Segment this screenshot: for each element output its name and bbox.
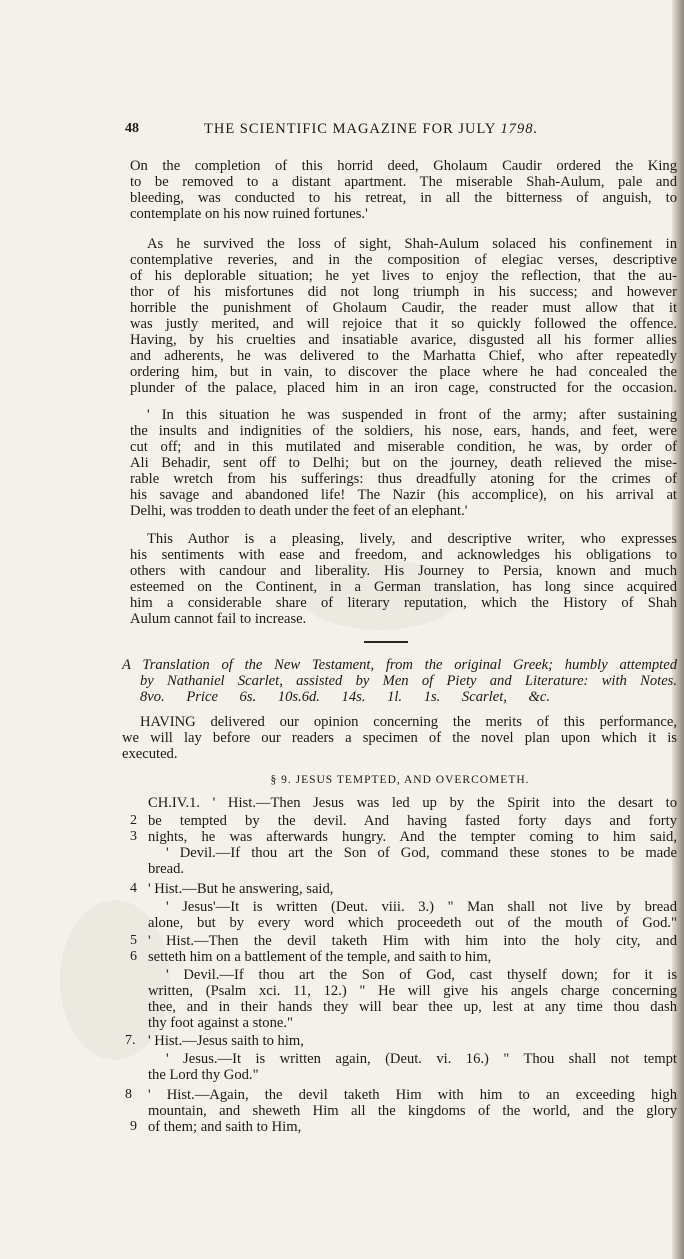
body-line: thor of his misfortunes did not long triumph in his success; and however [130,284,677,300]
body-line: and adherents, he was delivered to the Marhatta Chief, who after repeatedly [130,348,677,364]
section-heading: § 9. JESUS TEMPTED, AND OVERCOMETH. [270,774,530,786]
scripture-line: thy foot against a stone." [148,1015,293,1031]
page-number: 48 [125,121,139,136]
body-line: This Author is a pleasing, lively, and descriptive writer, who expresses [147,531,677,547]
review-title-line: 8vo. Price 6s. 10s.6d. 14s. 1l. 1s. Scarlet, &c. [140,689,550,705]
body-line: to be removed to a distant apartment. The miserable Shah-Aulum, pale and [130,174,677,190]
running-title-year: 1798. [500,121,539,137]
body-line: his sentiments with ease and freedom, and acknowledges his obligations to [130,547,677,563]
review-intro-line: we will lay before our readers a specimen of the novel plan upon which it is [122,730,677,746]
running-title: THE SCIENTIFIC MAGAZINE FOR JULY 1798. [204,121,539,137]
scripture-line: mountain, and sheweth Him all the kingdoms of the world, and the glory [148,1103,677,1119]
scripture-line: of them; and saith to Him, [148,1119,302,1135]
body-line: Delhi, was trodden to death under the feet of an elephant.' [130,503,468,519]
body-line: rable wretch from his sufferings: thus dreadfully atoning for the crimes of [130,471,677,487]
body-line: contemplate on his now ruined fortunes.' [130,206,368,222]
verse-number: 5 [130,933,137,948]
scripture-line: ' Hist.—But he answering, said, [148,881,334,897]
scripture-line: alone, but by every word which proceedeth out of the mouth of God." [148,915,677,931]
scripture-line: ' Hist.—Jesus saith to him, [148,1033,304,1049]
body-line: contemplative reveries, and in the composition of elegiac verses, descriptive [130,252,677,268]
scripture-line: setteth him on a battlement of the temple, and saith to him, [148,949,492,965]
scripture-line: ' Jesus'—It is written (Deut. viii. 3.) " Man shall not live by bread [166,899,677,915]
running-header [125,121,680,141]
verse-number: 9 [130,1119,137,1134]
scripture-line: nights, he was afterwards hungry. And the tempter coming to him said, [148,829,677,845]
body-line: ordering him, but in vain, to discover the place where he had concealed the [130,364,677,380]
verse-number: 6 [130,949,137,964]
scripture-line: ' Jesus.—It is written again, (Deut. vi. 16.) " Thou shall not tempt [166,1051,677,1067]
scripture-line: thee, and in their hands they will bear thee up, lest at any time thou dash [148,999,677,1015]
scripture-line: the Lord thy God." [148,1067,259,1083]
scripture-line: ' Devil.—If thou art the Son of God, command these stones to be made [166,845,677,861]
body-line: horrible the punishment of Gholaum Caudir, the reader must allow that it [130,300,677,316]
scripture-line: CH.IV.1. ' Hist.—Then Jesus was led up by the Spirit into the desart to [148,795,677,811]
body-line: On the completion of this horrid deed, Gholaum Caudir ordered the King [130,158,677,174]
verse-number: 2 [130,813,137,828]
body-line: of his deplorable situation; he yet lives to enjoy the reflection, that the au- [130,268,677,284]
review-intro-line: executed. [122,746,178,762]
body-line: Aulum cannot fail to increase. [130,611,307,627]
review-title-line: A Translation of the New Testament, from the original Greek; humbly attempted [122,657,677,673]
verse-number: 3 [130,829,137,844]
body-line: As he survived the loss of sight, Shah-Aulum solaced his confinement in [147,236,677,252]
body-line: Having, by his cruelties and insatiable avarice, disgusted all his former allies [130,332,677,348]
body-line: esteemed on the Continent, in a German translation, has long since acquired [130,579,677,595]
scripture-line: ' Devil.—If thou art the Son of God, cast thyself down; for it is [166,967,677,983]
body-line: plunder of the palace, placed him in an iron cage, constructed for the occasion. [130,380,677,396]
body-line: ' In this situation he was suspended in front of the army; after sustaining [147,407,677,423]
body-line: him a considerable share of literary reputation, which the History of Shah [130,595,677,611]
review-title-line: by Nathaniel Scarlet, assisted by Men of Piety and Literature: with Notes. [140,673,677,689]
body-line: was justly merited, and will rejoice that it so quickly followed the offence. [130,316,677,332]
body-line: the insults and indignities of the soldiers, his nose, ears, hands, and feet, were [130,423,677,439]
body-line: his savage and abandoned life! The Nazir (his accomplice), on his arrival at [130,487,677,503]
body-line: Ali Behadir, sent off to Delhi; but on the journey, death relieved the mise- [130,455,677,471]
scripture-line: be tempted by the devil. And having fasted forty days and forty [148,813,677,829]
review-intro-line: HAVING delivered our opinion concerning the merits of this performance, [140,714,677,730]
scripture-line: ' Hist.—Then the devil taketh Him with him into the holy city, and [148,933,677,949]
scripture-line: written, (Psalm xci. 11, 12.) " He will give his angels charge concerning [148,983,677,999]
verse-number: 7. [125,1033,136,1048]
verse-number: 8 [125,1087,132,1102]
scripture-line: ' Hist.—Again, the devil taketh Him with him to an exceeding high [148,1087,677,1103]
body-line: bleeding, was conducted to his retreat, in all the bitterness of anguish, to [130,190,677,206]
section-divider [364,641,408,643]
body-line: cut off; and in this mutilated and miserable condition, he was, by order of [130,439,677,455]
body-line: others with candour and liberality. His Journey to Persia, known and much [130,563,677,579]
scripture-line: bread. [148,861,185,877]
verse-number: 4 [130,881,137,896]
